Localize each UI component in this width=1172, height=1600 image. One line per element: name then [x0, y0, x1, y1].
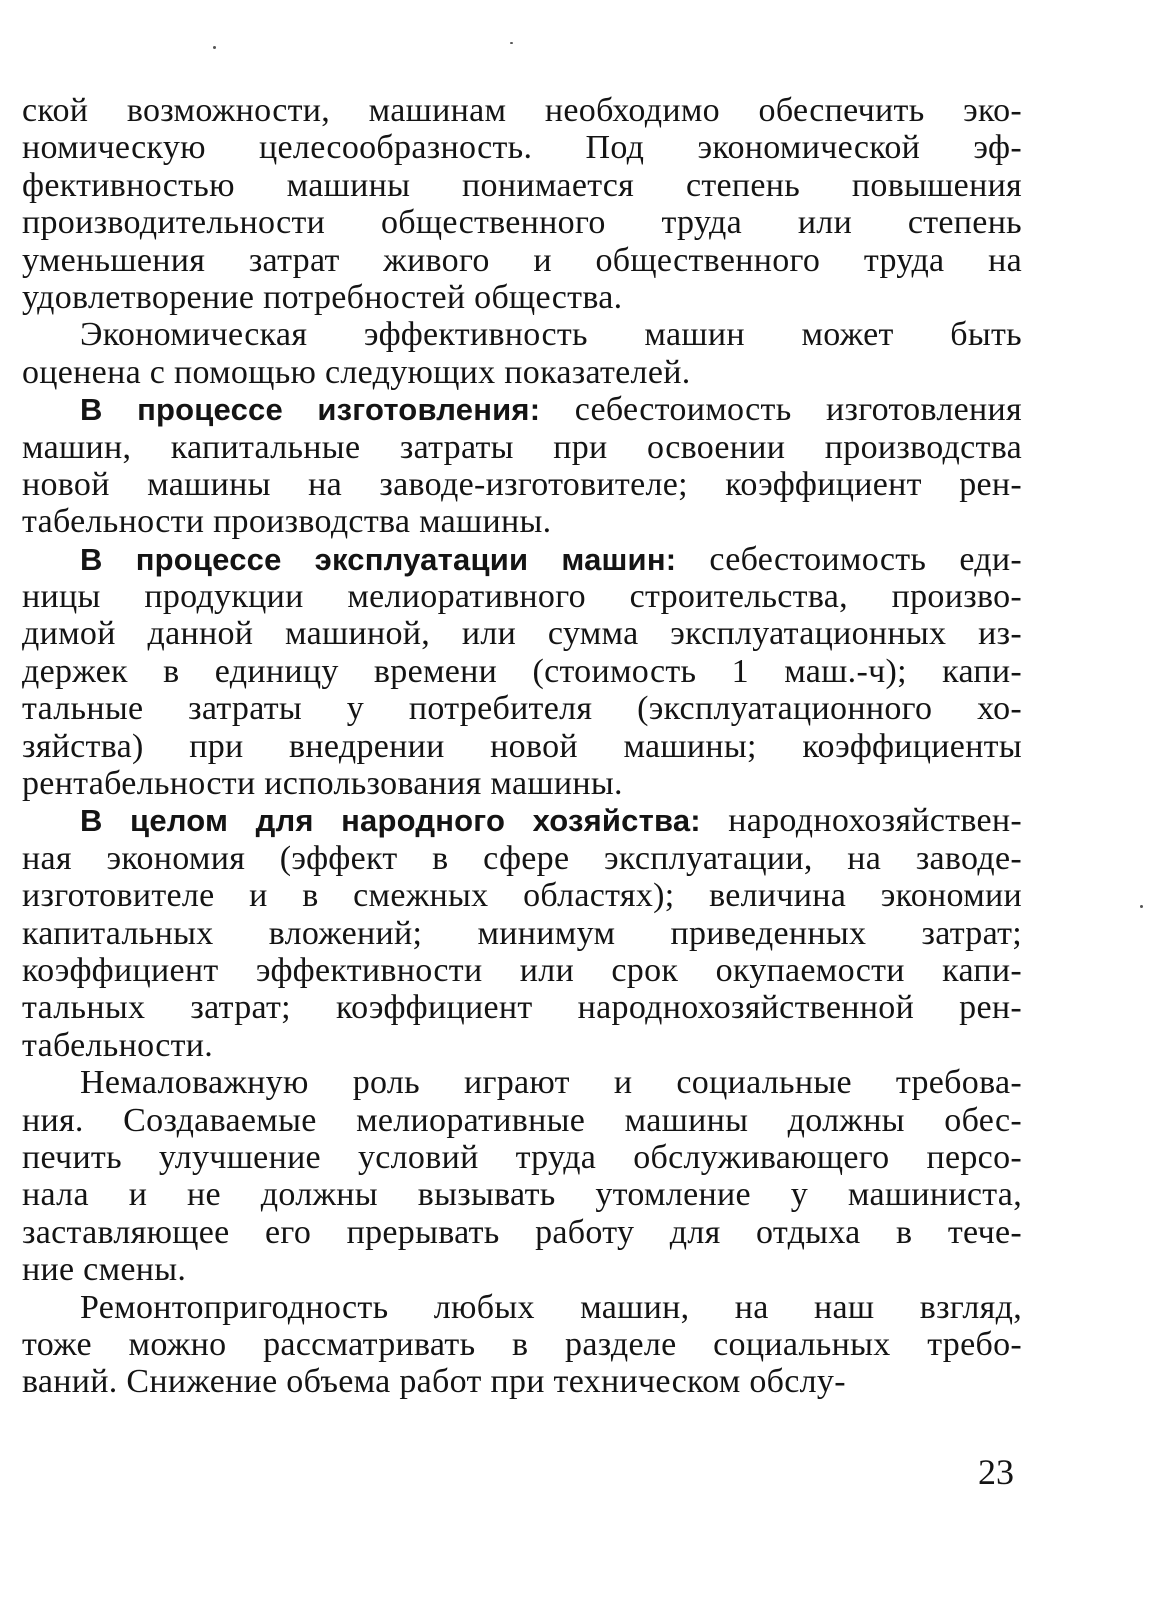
line-text: удовлетворение потребностей общества. [22, 278, 623, 316]
line-text: номическую целесообразность. Под экономической эф- [22, 129, 1022, 167]
line-text: Немаловажную роль играют и социальные требова- [80, 1064, 1022, 1102]
line-text: зяйства) при внедрении новой машины; коэффициенты [22, 727, 1022, 765]
text-line [22, 429, 1022, 466]
paragraph-lead: В целом для народного хозяйства: [80, 803, 701, 839]
paragraph [22, 1289, 1022, 1401]
text-line [22, 1214, 1022, 1251]
text-line [22, 653, 1022, 690]
line-text: уменьшения затрат живого и общественного труда на [22, 241, 1022, 279]
line-text: новой машины на заводе-изготовителе; коэффициент рен- [22, 465, 1022, 503]
line-text: машин, капитальные затраты при освоении производства [22, 428, 1022, 466]
text-line [22, 242, 1022, 279]
text-line [22, 728, 1022, 765]
line-text: коэффициент эффективности или срок окупаемости капи- [22, 951, 1022, 989]
scan-speck [213, 46, 216, 49]
line-text: рентабельности использования машины. [22, 765, 623, 803]
text-line [22, 1139, 1022, 1176]
line-text: изготовителе и в смежных областях); величина экономии [22, 877, 1022, 915]
line-text: нала и не должны вызывать утомление у машиниста, [22, 1176, 1022, 1214]
line-text: димой данной машиной, или сумма эксплуатационных из- [22, 615, 1022, 653]
line-text: ная экономия (эффект в сфере эксплуатации, на заводе- [22, 839, 1022, 877]
text-line [22, 1363, 1022, 1400]
text-line [22, 391, 1022, 428]
text-line [22, 1064, 1022, 1101]
line-text: тальных затрат; коэффициент народнохозяйственной рен- [22, 989, 1022, 1027]
paragraph [22, 92, 1022, 316]
paragraph-lead: В процессе эксплуатации машин: [80, 541, 677, 577]
text-line [22, 316, 1022, 353]
line-text: ницы продукции мелиоративного строительства, произво- [22, 578, 1022, 616]
text-line [22, 877, 1022, 914]
text-line [22, 615, 1022, 652]
text-line [22, 765, 1022, 802]
text-line [22, 915, 1022, 952]
text-line [22, 690, 1022, 727]
text-line [22, 1176, 1022, 1213]
line-text: фективностью машины понимается степень повышения [22, 166, 1022, 204]
text-line [22, 541, 1022, 578]
text-line [22, 354, 1022, 391]
line-text: Ремонтопригодность любых машин, на наш взгляд, [80, 1288, 1022, 1326]
text-line [22, 129, 1022, 166]
line-text: табельности производства машины. [22, 503, 552, 541]
text-line [22, 1289, 1022, 1326]
line-text: производительности общественного труда или степень [22, 204, 1022, 242]
text-line [22, 279, 1022, 316]
line-text: ние смены. [22, 1251, 187, 1289]
line-text: тоже можно рассматривать в разделе социальных требо- [22, 1325, 1022, 1363]
page-number: 23 [978, 1452, 1014, 1492]
line-text: Экономическая эффективность машин может быть [80, 316, 1022, 354]
paragraph [22, 391, 1022, 541]
text-line [22, 840, 1022, 877]
line-text: держек в единицу времени (стоимость 1 маш.-ч); капи- [22, 652, 1022, 690]
line-text: ской возможности, машинам необходимо обеспечить эко- [22, 92, 1022, 129]
paragraph [22, 316, 1022, 391]
scan-speck [1140, 905, 1143, 908]
line-text: ния. Создаваемые мелиоративные машины должны обес- [22, 1101, 1022, 1139]
page-body [22, 92, 1022, 1401]
text-line [22, 503, 1022, 540]
line-text: заставляющее его прерывать работу для отдыха в тече- [22, 1213, 1022, 1251]
text-line [22, 92, 1022, 129]
text-line [22, 1027, 1022, 1064]
paragraph [22, 541, 1022, 803]
line-text: себестоимость еди- [676, 540, 1022, 578]
text-line [22, 578, 1022, 615]
line-text: себестоимость изготовления [540, 391, 1022, 429]
text-line [22, 167, 1022, 204]
line-text: оценена с помощью следующих показателей. [22, 353, 691, 391]
scan-speck [510, 42, 513, 44]
text-line [22, 466, 1022, 503]
line-text: табельности. [22, 1026, 214, 1064]
text-line [22, 952, 1022, 989]
line-text: тальные затраты у потребителя (эксплуатационного хо- [22, 690, 1022, 728]
text-line [22, 1251, 1022, 1288]
paragraph [22, 1064, 1022, 1288]
text-line [22, 989, 1022, 1026]
paragraph [22, 802, 1022, 1064]
paragraph-lead: В процессе изготовления: [80, 392, 541, 428]
text-line [22, 1326, 1022, 1363]
line-text: ваний. Снижение объема работ при техническом обслу- [22, 1363, 846, 1401]
text-line [22, 204, 1022, 241]
line-text: печить улучшение условий труда обслуживающего персо- [22, 1138, 1022, 1176]
line-text: народнохозяйствен- [700, 802, 1022, 840]
text-line [22, 802, 1022, 839]
line-text: капитальных вложений; минимум приведенных затрат; [22, 914, 1022, 952]
text-line [22, 1102, 1022, 1139]
